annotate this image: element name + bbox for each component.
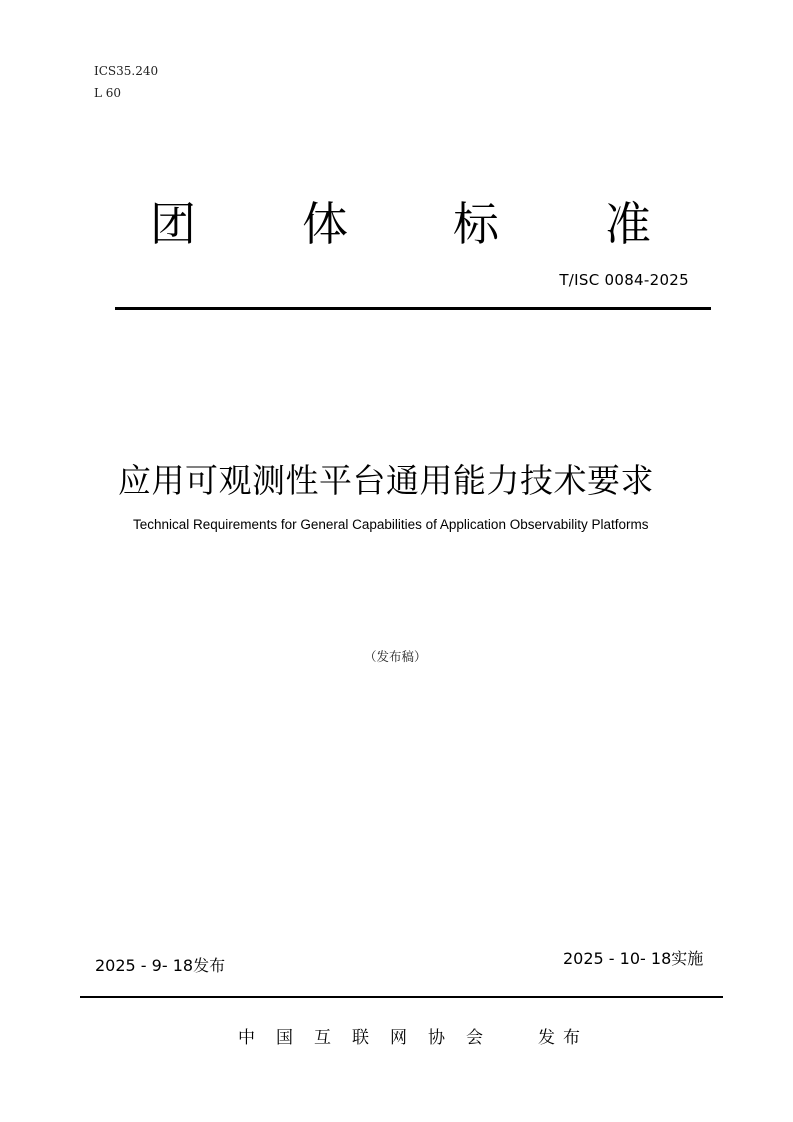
issuer-char: 互 [314, 1028, 331, 1048]
issuer [238, 1023, 580, 1048]
issuer-char: 协 [428, 1028, 445, 1048]
issuer-action-char: 布 [563, 1028, 580, 1048]
document-title-english: Technical Requirements for General Capabilities of Application Observability Platforms [133, 517, 649, 532]
ics-code: ICS35.240 [94, 64, 159, 78]
issuer-char: 会 [466, 1028, 483, 1048]
issuer-char: 网 [390, 1028, 407, 1048]
standard-type-char: 体 [302, 197, 348, 251]
standard-type-char: 标 [453, 197, 499, 251]
standard-type-char: 准 [605, 197, 651, 251]
issuer-action-char: 发 [538, 1028, 555, 1048]
publish-date: 2025 - 9- 18发布 [95, 956, 226, 975]
issuer-char: 联 [352, 1028, 369, 1048]
document-title-chinese: 应用可观测性平台通用能力技术要求 [118, 461, 654, 500]
issuer-char: 中 [238, 1028, 255, 1048]
standard-type-char: 团 [150, 197, 196, 251]
ccs-code: L 60 [94, 86, 122, 100]
footer-divider [80, 996, 723, 998]
standard-code: T/ISC 0084-2025 [559, 271, 689, 289]
implement-date: 2025 - 10- 18实施 [563, 949, 704, 968]
header-divider [115, 307, 711, 310]
issuer-char: 国 [276, 1028, 293, 1048]
draft-status: （发布稿） [364, 649, 427, 664]
